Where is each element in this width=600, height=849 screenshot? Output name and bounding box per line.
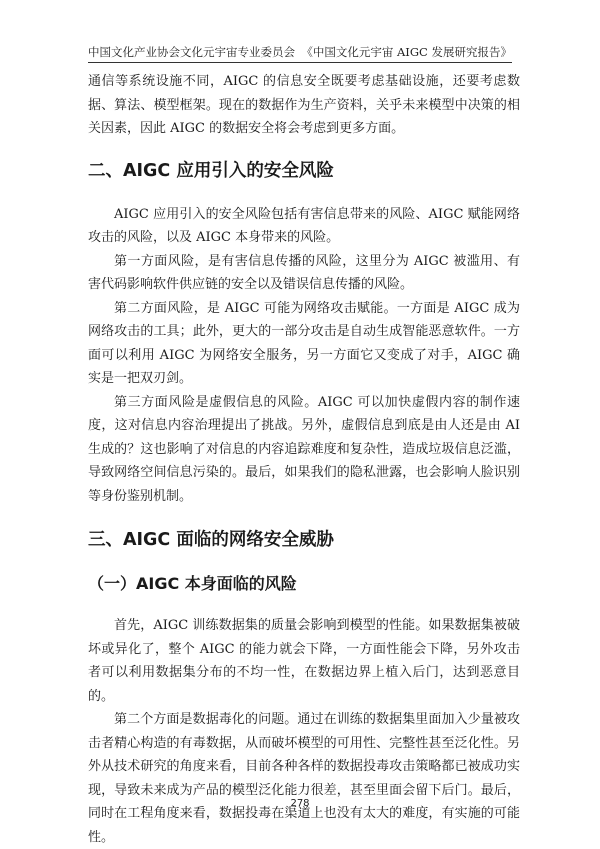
page-number: 278 [290,798,310,809]
page-header [88,40,512,60]
paragraph: AIGC 应用引入的安全风险包括有害信息带来的风险、AIGC 赋能网络攻击的风险，以及 AIGC 本身带来的风险。 [88,206,520,245]
section-heading-2: 二、AIGC 应用引入的安全风险 [88,160,334,181]
paragraph-intro: 通信等系统设施不同，AIGC 的信息安全既要考虑基础设施，还要考虑数据、算法、模型框架。现在的数据作为生产资料，关乎未来模型中决策的相关因素，因此 AIGC 的数据安全将会考虑到更多方面。 [88,74,520,136]
header-right-text: 《中国文化元宇宙 AIGC 发展研究报告》 [301,45,512,59]
subsection-heading: （一）AIGC 本身面临的风险 [88,574,297,593]
paragraph: 第一方面风险，是有害信息传播的风险，这里分为 AIGC 被滥用、有害代码影响软件供应链的安全以及错误信息传播的风险。 [88,253,520,292]
paragraph: 第二方面风险，是 AIGC 可能为网络攻击赋能。一方面是 AIGC 成为网络攻击的工具；此外，更大的一部分攻击是自动生成智能恶意软件。一方面可以利用 AIGC 为网络安全服务，另一方面它又变成了对手，AIGC 确实是一把双刃剑。 [88,300,520,386]
paragraph: 首先，AIGC 训练数据集的质量会影响到模型的性能。如果数据集被破坏或异化了，整个 AIGC 的能力就会下降，一方面性能会下降，另外攻击者可以利用数据集分布的不均一性，在数据边界上植入后门，达到恶意目的。 [88,618,520,704]
paragraph: 第二个方面是数据毒化的问题。通过在训练的数据集里面加入少量被攻击者精心构造的有毒数据，从而破坏模型的可用性、完整性甚至泛化性。另外从技术研究的角度来看，目前各种各样的数据投毒攻击策略都已被成功实现，导致未来成为产品的模型泛化能力很差，甚至里面会留下后门。最后，同时在工程角度来看，数据投毒在渠道上也没有太大的难度，有实施的可能性。 [88,712,520,845]
page-content [88,70,520,849]
header-left-text: 中国文化产业协会文化元宇宙专业委员会 [88,45,295,59]
header-divider [88,62,512,63]
section-heading-3: 三、AIGC 面临的网络安全威胁 [88,530,334,550]
paragraph: 第三方面风险是虚假信息的风险。AIGC 可以加快虚假内容的制作速度，这对信息内容治理提出了挑战。另外，虚假信息到底是由人还是由 AI 生成的？这也影响了对信息的内容追踪难度和复杂性，造成垃圾信息泛滥，导致网络空间信息污染的。最后，如果我们的隐私泄露，也会影响人脸识别等身份鉴别机制。 [88,394,520,504]
